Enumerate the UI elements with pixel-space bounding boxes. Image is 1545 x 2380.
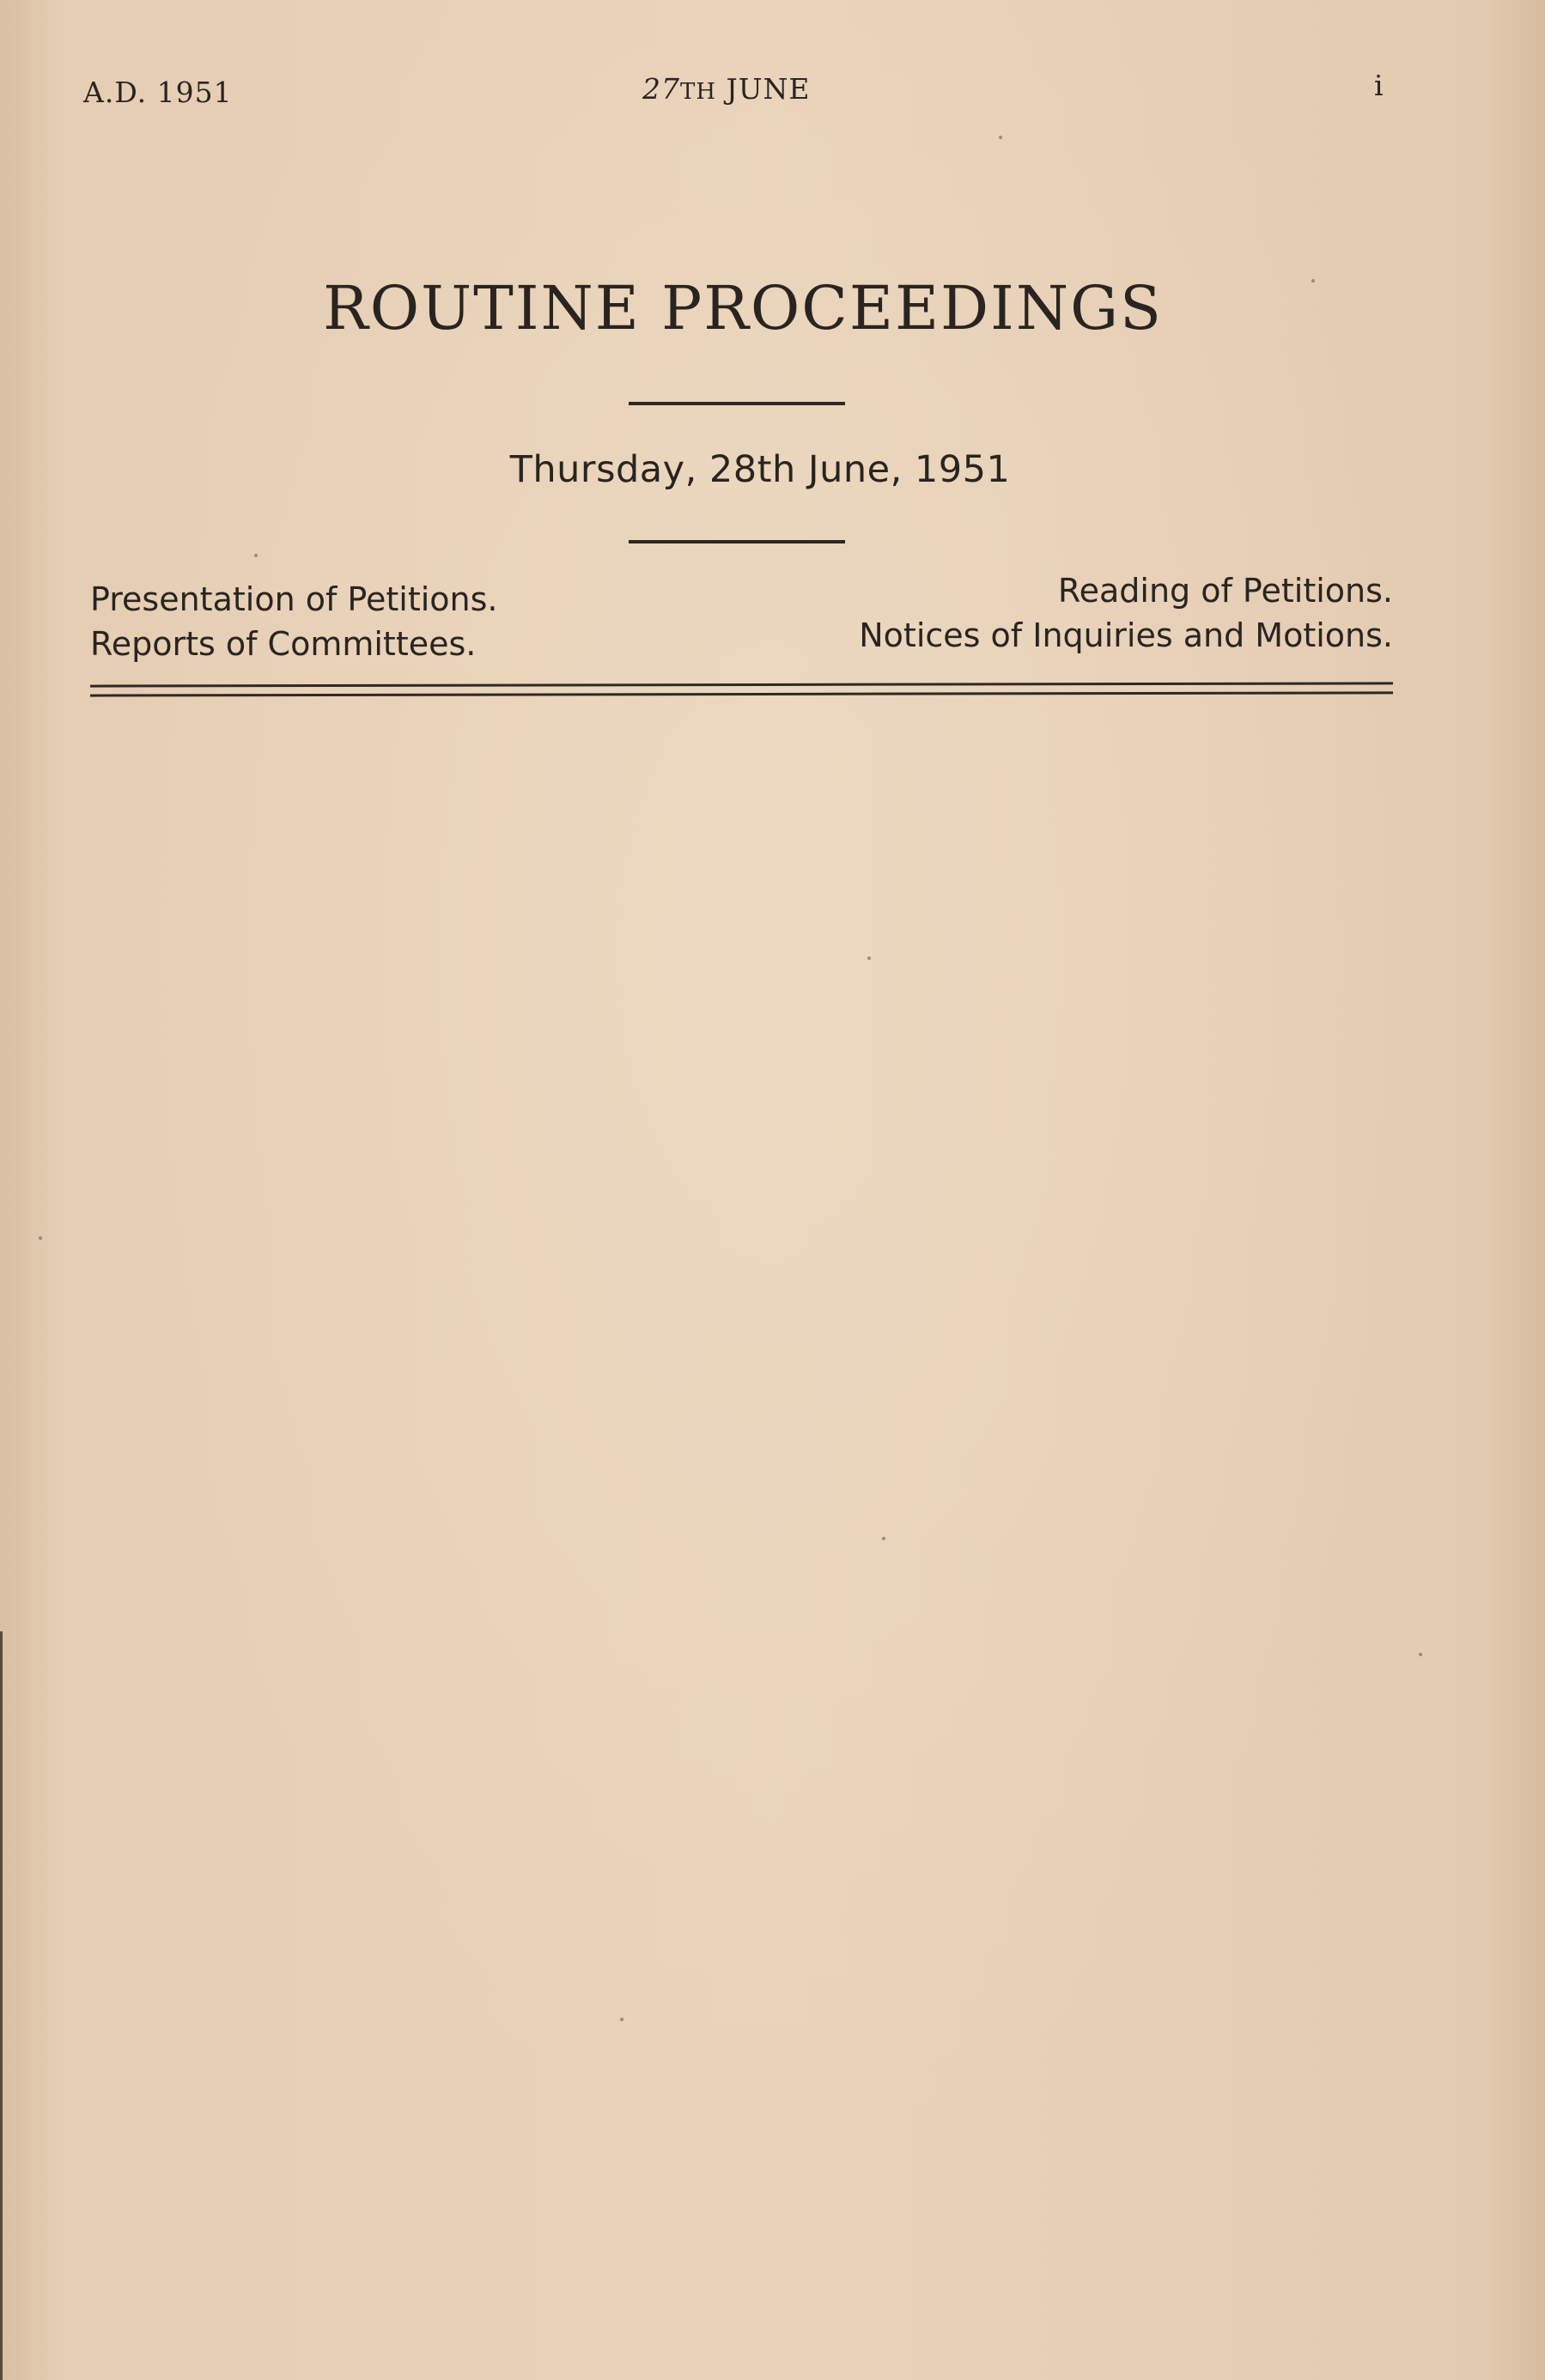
paper-speck — [254, 554, 258, 557]
paper-speck — [999, 136, 1002, 139]
header-date-number: 27 — [642, 72, 680, 106]
title-divider — [629, 402, 845, 405]
page-number: i — [1374, 69, 1384, 102]
paper-speck — [1419, 1653, 1422, 1656]
list-item: Presentation of Petitions. — [90, 580, 498, 618]
list-item: Reading of Petitions. — [1057, 572, 1393, 610]
proceedings-list-left — [90, 577, 498, 666]
header-date-suffix: TH — [680, 79, 717, 105]
section-double-rule — [90, 682, 1393, 696]
header-year: A.D. 1951 — [83, 76, 233, 109]
page-edge-shadow — [0, 1631, 3, 2380]
header-date-month: JUNE — [726, 72, 811, 106]
paper-speck — [1311, 279, 1315, 282]
header-date — [642, 72, 811, 106]
list-item: Reports of Committees. — [90, 625, 477, 663]
paper-speck — [867, 956, 871, 960]
sitting-date: Thursday, 28th June, 1951 — [509, 448, 1011, 491]
proceedings-list-right — [859, 568, 1393, 658]
date-divider — [629, 540, 845, 543]
list-item: Notices of Inquiries and Motions. — [859, 616, 1393, 654]
paper-speck — [882, 1537, 885, 1540]
page-title: ROUTINE PROCEEDINGS — [323, 273, 1163, 343]
paper-speck — [620, 2018, 623, 2021]
paper-speck — [39, 1236, 42, 1240]
